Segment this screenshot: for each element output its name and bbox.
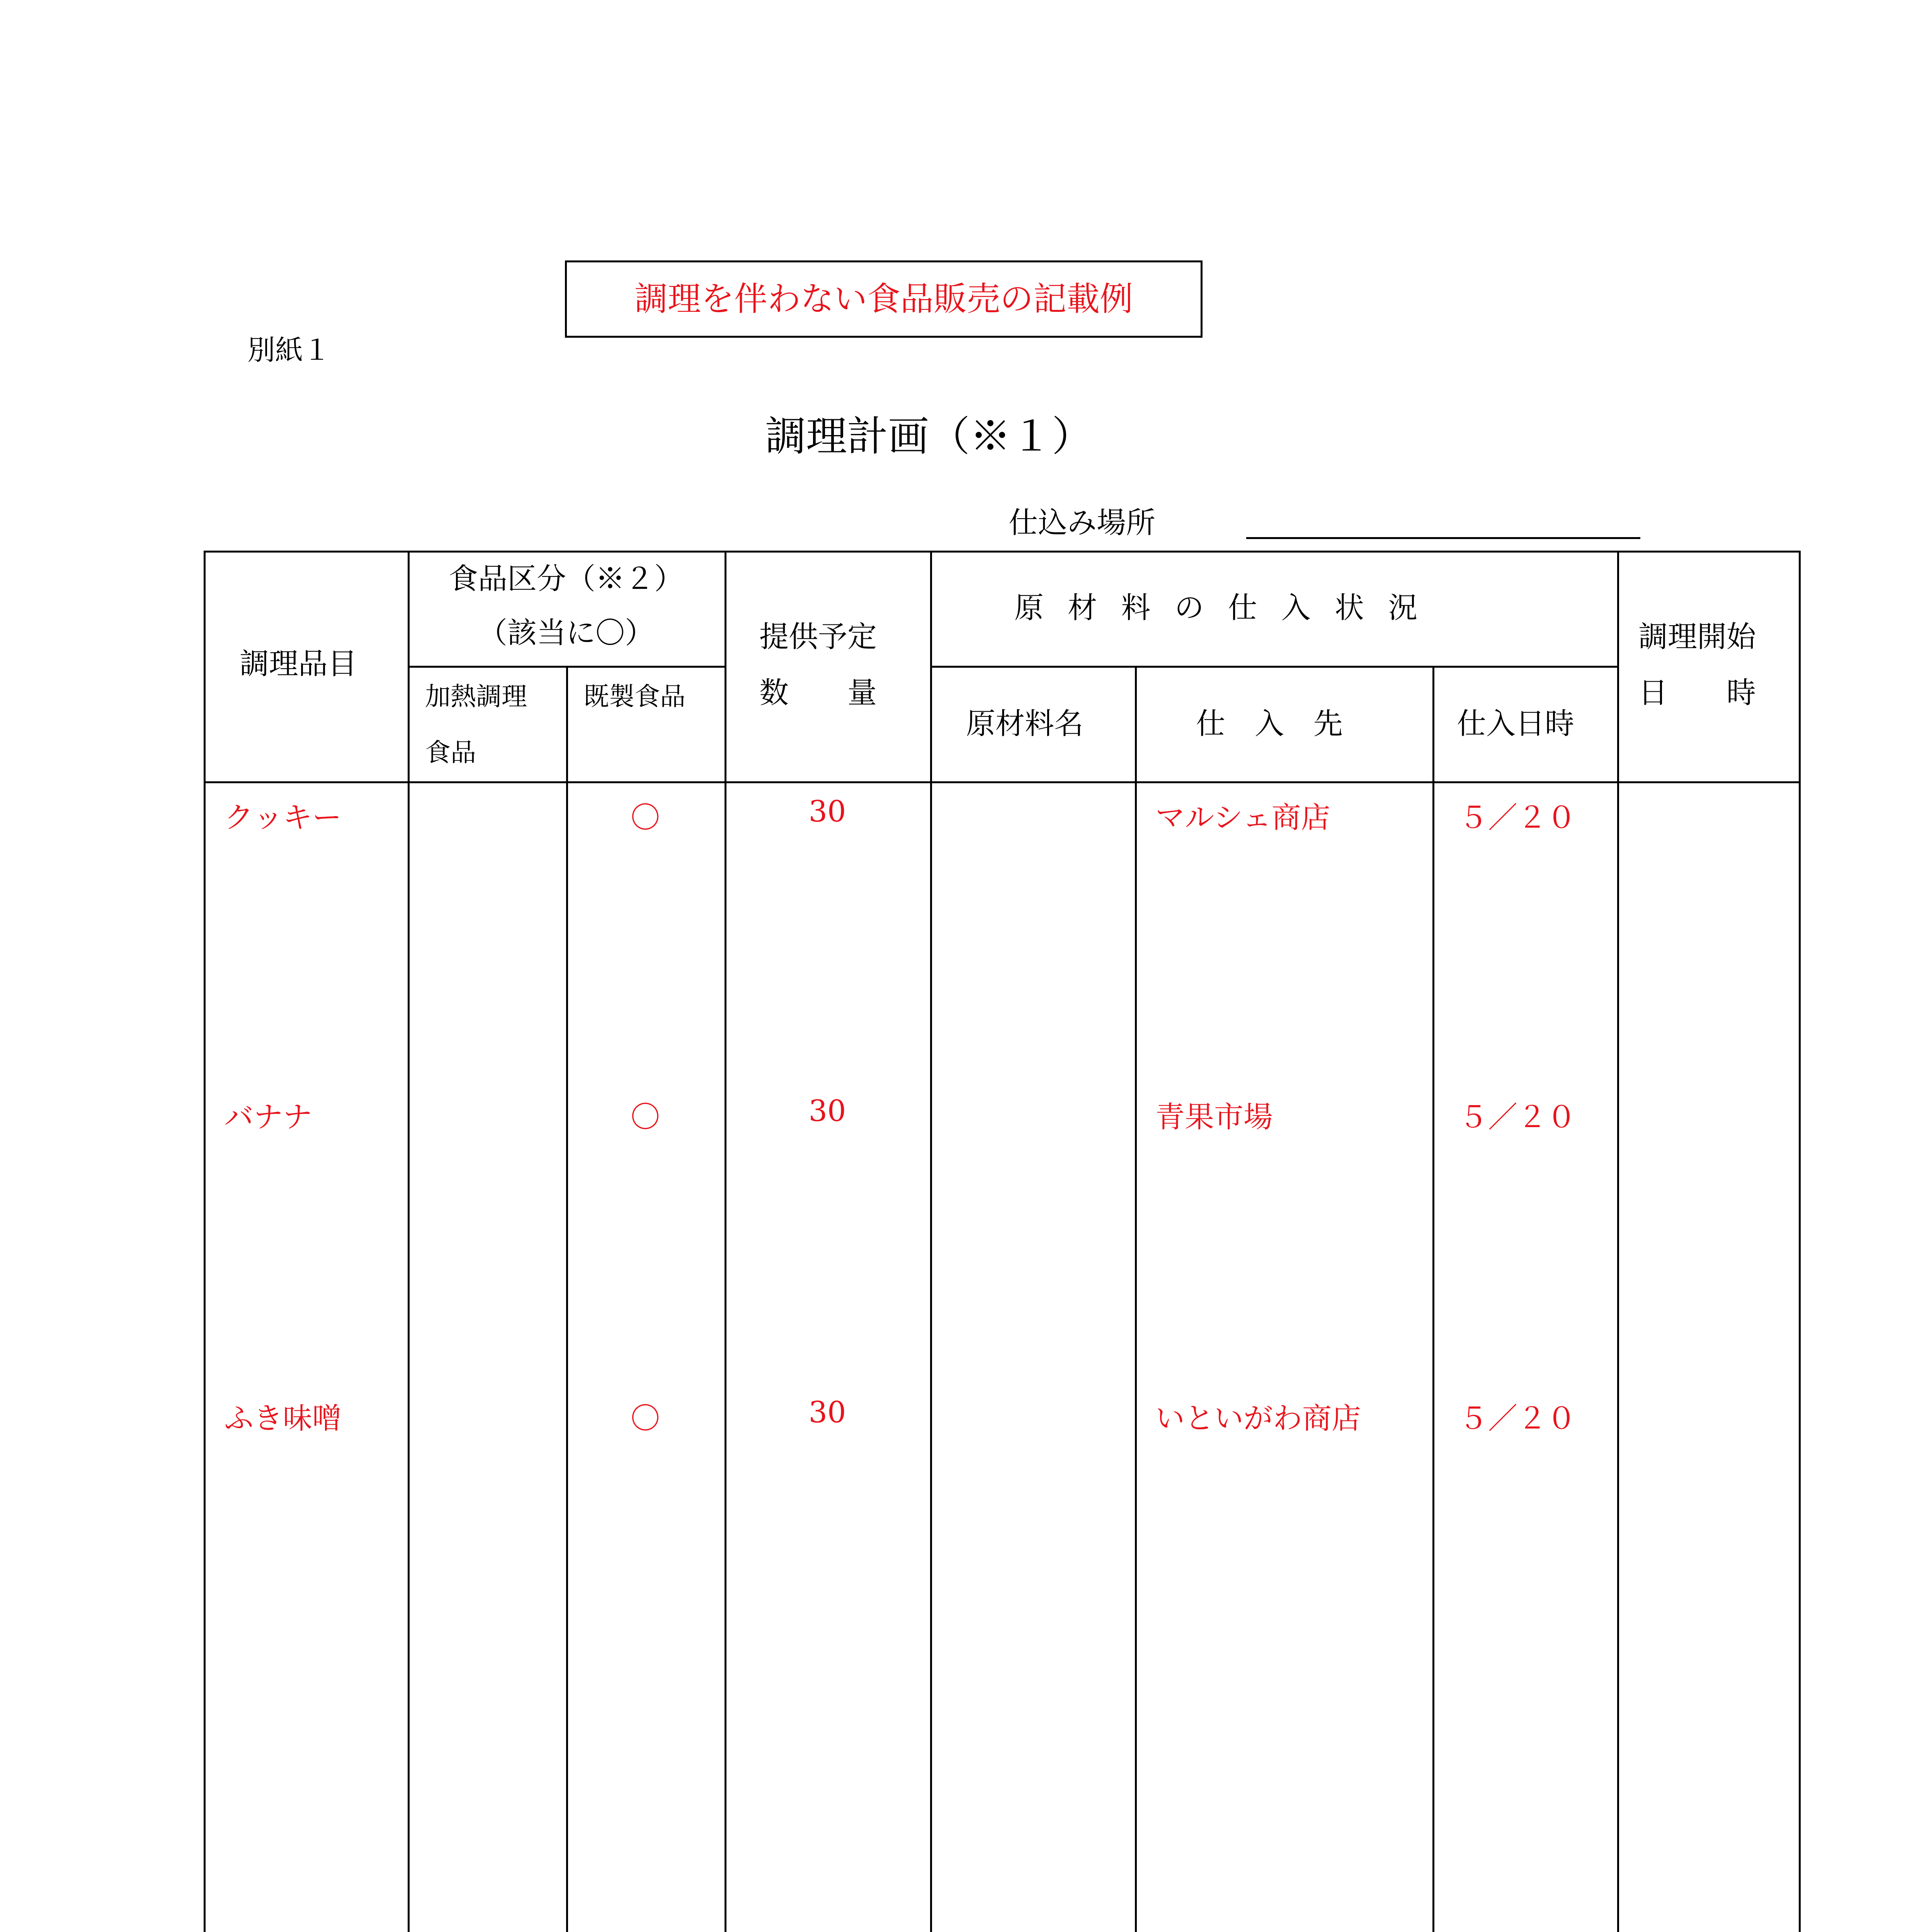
example-label-box: 調理を伴わない食品販売の記載例 bbox=[565, 260, 1203, 338]
header-start-line2: 日 時 bbox=[1638, 675, 1756, 710]
table-hline bbox=[408, 666, 725, 668]
table-vline bbox=[1135, 668, 1137, 1932]
location-label: 仕込み場所 bbox=[1009, 505, 1155, 540]
row-quantity: 30 bbox=[808, 1395, 846, 1429]
table-vline bbox=[566, 668, 568, 1932]
header-category-line1: 食品区分（※２） bbox=[449, 561, 684, 596]
header-category-line2: （該当に〇） bbox=[478, 616, 654, 650]
page-title: 調理計画（※１） bbox=[765, 413, 1093, 460]
table-vline bbox=[1432, 668, 1434, 1932]
row-item: クッキー bbox=[224, 800, 342, 835]
header-quantity-line1: 提供予定 bbox=[759, 619, 877, 654]
attachment-label: 別紙１ bbox=[247, 334, 331, 366]
row-item: ふき味噌 bbox=[224, 1401, 342, 1435]
table-hline bbox=[204, 781, 1801, 783]
header-quantity-line2: 数 量 bbox=[759, 675, 877, 710]
table-vline bbox=[408, 551, 410, 1932]
row-quantity: 30 bbox=[808, 794, 846, 828]
table-vline bbox=[725, 551, 726, 1932]
header-item: 調理品目 bbox=[240, 646, 357, 681]
location-field-line bbox=[1246, 537, 1640, 539]
header-heated-line2: 食品 bbox=[425, 738, 476, 767]
header-purchase-date: 仕入日時 bbox=[1457, 706, 1574, 741]
table-hline bbox=[930, 666, 1617, 668]
header-start-line1: 調理開始 bbox=[1638, 619, 1756, 654]
header-purchase-status: 原 材 料 の 仕 入 状 況 bbox=[1014, 590, 1425, 625]
row-prepared-mark: 〇 bbox=[631, 1100, 660, 1134]
table-vline bbox=[1617, 551, 1619, 1932]
row-supplier: マルシェ商店 bbox=[1155, 800, 1330, 835]
row-quantity: 30 bbox=[808, 1094, 846, 1128]
row-supplier: いといがわ商店 bbox=[1155, 1401, 1361, 1435]
row-date: ５／２０ bbox=[1459, 1401, 1576, 1435]
header-supplier: 仕 入 先 bbox=[1196, 706, 1343, 741]
row-supplier: 青果市場 bbox=[1155, 1100, 1273, 1134]
header-prepared: 既製食品 bbox=[583, 682, 685, 711]
row-prepared-mark: 〇 bbox=[631, 800, 660, 835]
row-date: ５／２０ bbox=[1459, 1100, 1576, 1134]
row-date: ５／２０ bbox=[1459, 800, 1576, 835]
row-item: バナナ bbox=[224, 1100, 312, 1134]
row-prepared-mark: 〇 bbox=[631, 1401, 660, 1435]
header-material-name: 原材料名 bbox=[966, 706, 1084, 741]
table-vline bbox=[930, 551, 932, 1932]
header-heated-line1: 加熱調理 bbox=[425, 682, 527, 711]
